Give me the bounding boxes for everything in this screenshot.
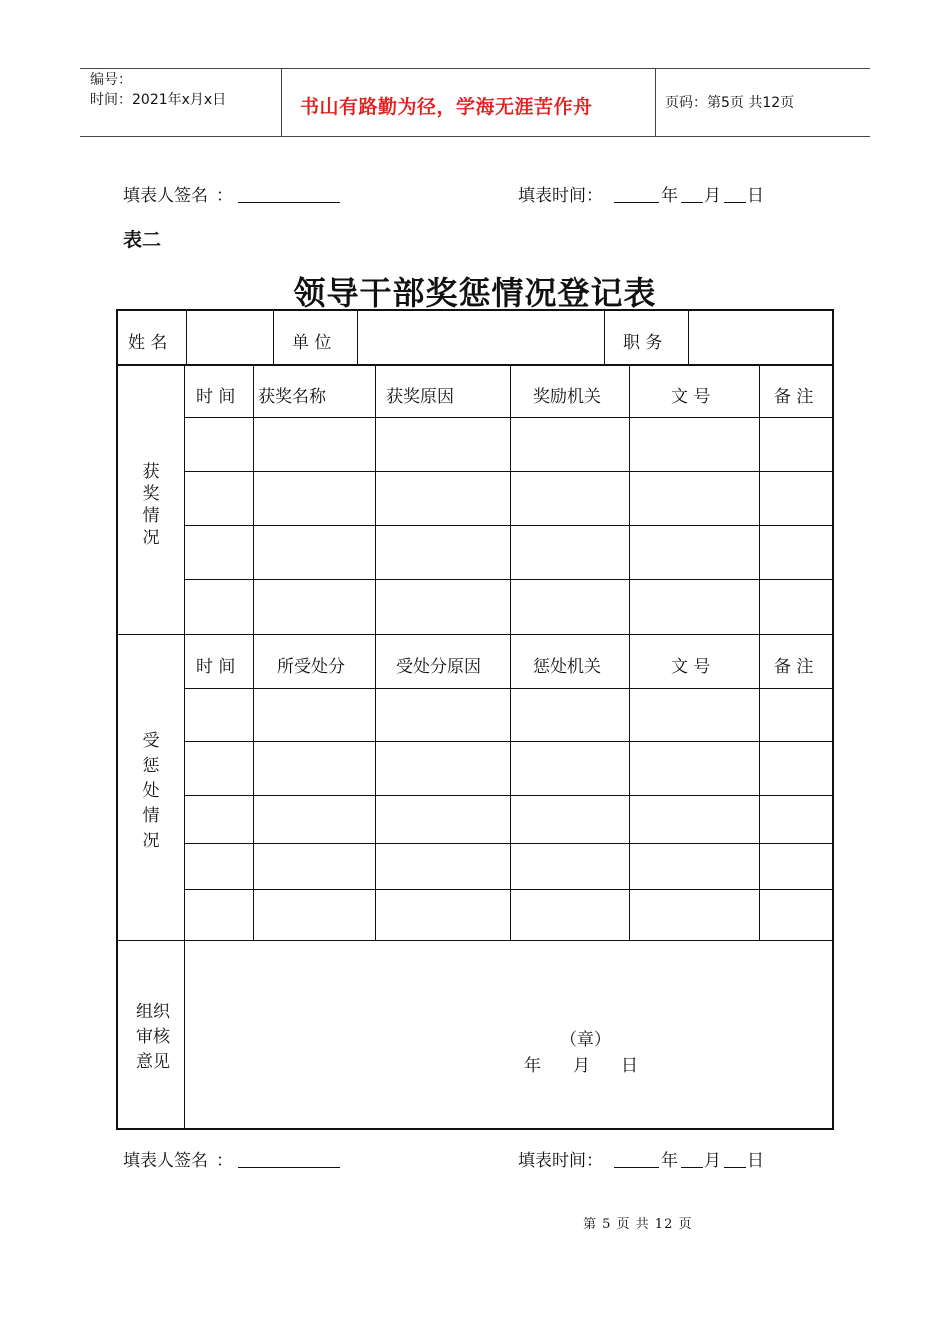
year-label: 年 <box>661 1151 678 1171</box>
awards-header-remarks: 备 注 <box>774 387 814 407</box>
header-divider-2 <box>655 68 656 136</box>
seal-label: （章） <box>560 1030 611 1050</box>
grid-line <box>185 579 832 580</box>
position-field[interactable] <box>690 313 830 363</box>
fill-month-field[interactable] <box>681 184 703 203</box>
penalties-header-penalty: 所受处分 <box>277 657 345 677</box>
grid-line <box>629 635 630 940</box>
awards-header-time: 时 间 <box>196 387 236 407</box>
grid-line <box>185 843 832 844</box>
grid-line <box>688 311 689 364</box>
grid-line <box>759 365 760 634</box>
unit-label: 单 位 <box>292 333 332 353</box>
grid-line <box>184 365 185 1130</box>
grid-line <box>273 311 274 364</box>
section-line: 组织 <box>136 1002 170 1022</box>
signer-label: 填表人签名 <box>123 1151 208 1171</box>
month-label: 月 <box>704 1151 721 1171</box>
section-char: 况 <box>142 528 160 548</box>
review-section-label <box>133 1000 173 1075</box>
fill-month-field[interactable] <box>681 1149 703 1168</box>
awards-header-reason: 获奖原因 <box>386 387 454 407</box>
signer-field[interactable] <box>238 184 340 203</box>
header-top-rule <box>80 68 870 69</box>
grid-line <box>759 635 760 940</box>
signer-label: 填表人签名 <box>123 186 208 206</box>
penalties-header-doc-number: 文 号 <box>671 657 711 677</box>
section-char: 情 <box>142 506 160 526</box>
grid-line <box>375 635 376 940</box>
awards-header-name: 获奖名称 <box>258 387 326 407</box>
page-title: 领导干部奖惩情况登记表 <box>293 274 657 312</box>
grid-line <box>510 365 511 634</box>
grid-line <box>510 635 511 940</box>
review-opinion-field[interactable] <box>186 942 830 1128</box>
grid-line <box>185 525 832 526</box>
grid-line <box>185 741 832 742</box>
month-label: 月 <box>704 186 721 206</box>
fill-year-field[interactable] <box>614 1149 659 1168</box>
section-char: 受 <box>142 731 160 751</box>
day-label: 日 <box>747 1151 764 1171</box>
grid-line <box>185 471 832 472</box>
fill-time-label: 填表时间： <box>518 1151 603 1171</box>
awards-section-label <box>139 461 163 549</box>
penalties-header-remarks: 备 注 <box>774 657 814 677</box>
grid-line <box>118 940 832 941</box>
awards-header-doc-number: 文 号 <box>671 387 711 407</box>
grid-line <box>186 311 187 364</box>
review-month-label: 月 <box>573 1056 590 1076</box>
grid-line <box>253 635 254 940</box>
document-number-label: 编号： <box>90 72 132 88</box>
page-info: 页码：第5页 共12页 <box>665 95 795 111</box>
name-label: 姓 名 <box>128 333 168 353</box>
unit-field[interactable] <box>359 313 603 363</box>
section-char: 况 <box>142 831 160 851</box>
year-label: 年 <box>661 186 678 206</box>
section-char: 情 <box>142 806 160 826</box>
grid-line <box>357 311 358 364</box>
fill-day-field[interactable] <box>724 1149 746 1168</box>
table-label: 表二 <box>123 229 162 251</box>
penalties-section-label <box>139 729 163 854</box>
grid-line <box>185 417 832 418</box>
section-line: 意见 <box>136 1052 170 1072</box>
section-char: 奖 <box>142 484 160 504</box>
signer-colon: ： <box>216 1151 233 1171</box>
document-date-label: 时间：2021年x月x日 <box>90 92 227 108</box>
day-label: 日 <box>747 186 764 206</box>
signer-field[interactable] <box>238 1149 340 1168</box>
fill-year-field[interactable] <box>614 184 659 203</box>
fill-time-label: 填表时间： <box>518 186 603 206</box>
grid-line <box>253 365 254 634</box>
section-line: 审核 <box>136 1027 170 1047</box>
review-year-label: 年 <box>524 1056 541 1076</box>
awards-header-authority: 奖励机关 <box>533 387 601 407</box>
header-divider-1 <box>281 68 282 136</box>
grid-line <box>604 311 605 364</box>
position-label: 职 务 <box>623 333 663 353</box>
grid-line <box>185 688 832 689</box>
fill-day-field[interactable] <box>724 184 746 203</box>
grid-line <box>375 365 376 634</box>
grid-line <box>185 795 832 796</box>
signer-colon: ： <box>216 186 233 206</box>
review-day-label: 日 <box>621 1056 638 1076</box>
registration-form <box>116 309 834 1130</box>
penalties-header-reason: 受处分原因 <box>396 657 481 677</box>
section-char: 处 <box>142 781 160 801</box>
grid-line <box>629 365 630 634</box>
header-bottom-rule <box>80 136 870 137</box>
name-field[interactable] <box>188 313 272 363</box>
grid-line <box>118 364 832 366</box>
penalties-header-authority: 惩处机关 <box>533 657 601 677</box>
header-motto: 书山有路勤为径，学海无涯苦作舟 <box>300 96 593 118</box>
penalties-header-time: 时 间 <box>196 657 236 677</box>
section-char: 获 <box>142 462 160 482</box>
section-char: 惩 <box>142 756 160 776</box>
grid-line <box>118 634 832 635</box>
footer-page-number: 第 5 页 共 12 页 <box>583 1217 693 1232</box>
grid-line <box>185 889 832 890</box>
